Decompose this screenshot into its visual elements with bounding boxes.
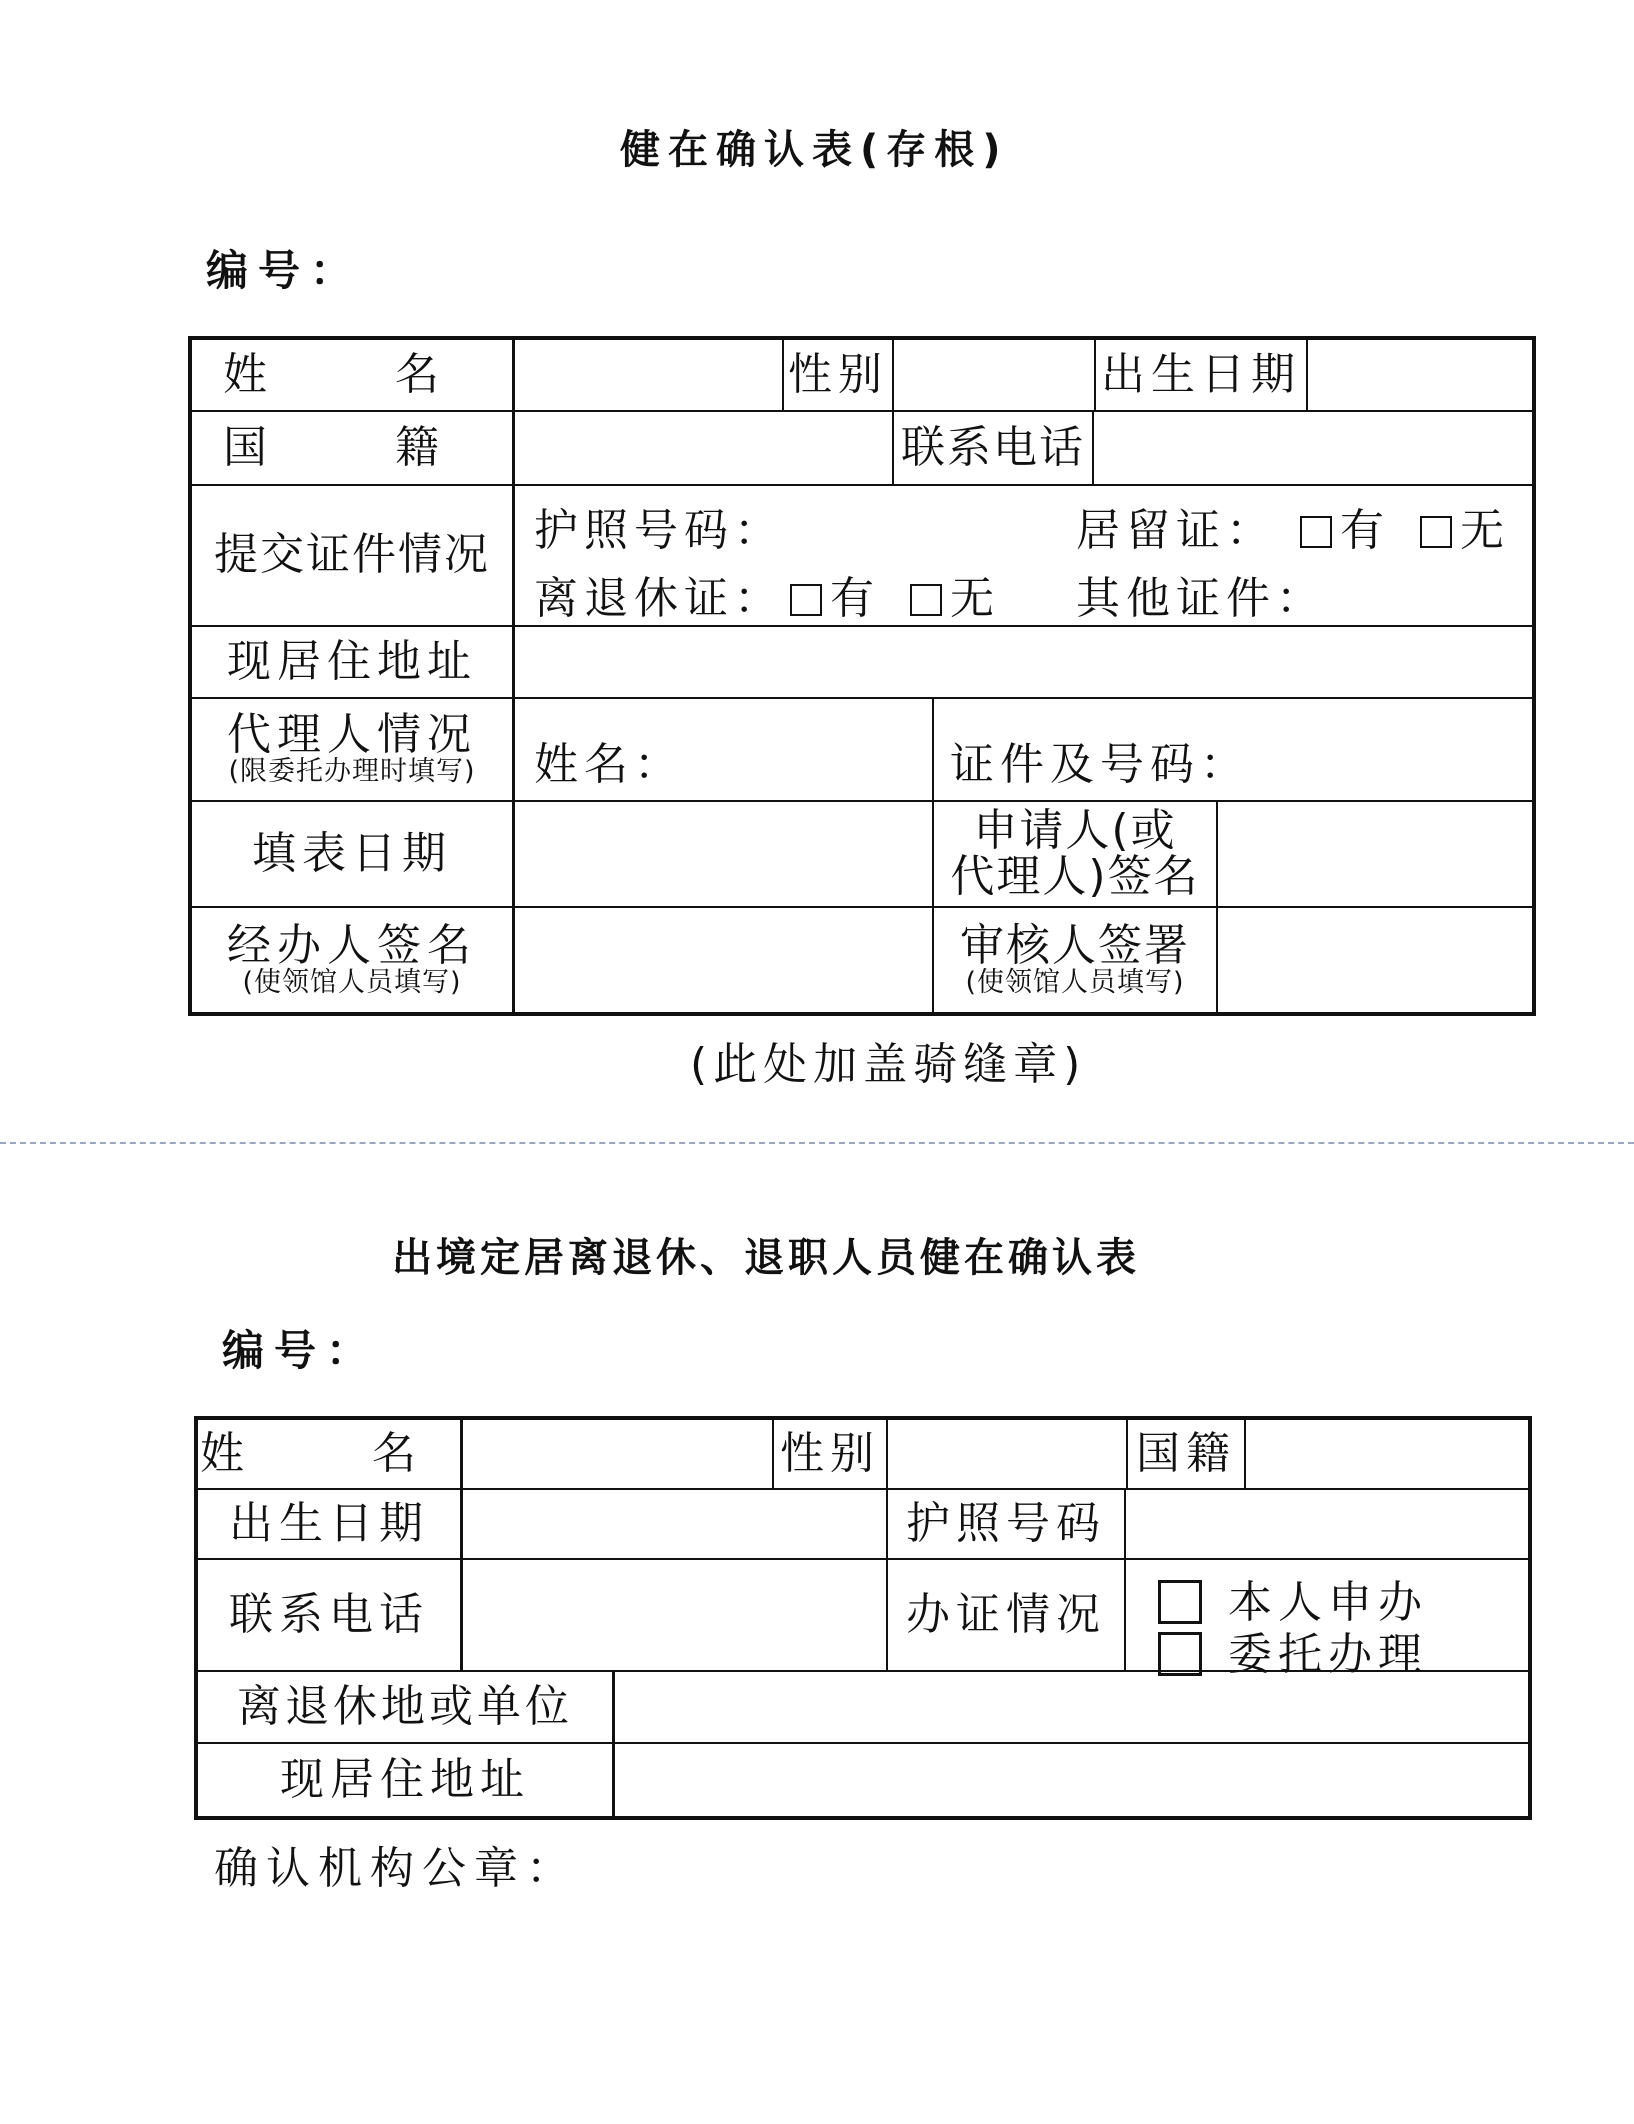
stub-handler-note: (使领馆人员填写): [242, 966, 462, 998]
form-processing-label: 办证情况: [906, 1588, 1106, 1640]
stub-reviewer-note: (使领馆人员填写): [965, 966, 1185, 998]
stub-fill-date-field[interactable]: [515, 802, 932, 906]
form-gender-field[interactable]: [888, 1420, 1126, 1488]
stub-reviewer-sign-field[interactable]: [1218, 908, 1532, 1012]
stub-handler-sign-field[interactable]: [515, 908, 932, 1012]
form-serial-label: 编号：: [222, 1326, 379, 1375]
stub-reviewer-sign-label: 审核人签署: [960, 919, 1190, 971]
form-birth-date-label: 出生日期: [229, 1497, 429, 1549]
stub-title: 健在确认表(存根): [620, 127, 1009, 173]
stub-name-field[interactable]: [515, 340, 782, 410]
stub-agent-id-label: 证件及号码：: [950, 739, 1250, 790]
stub-handler-sign-label: 经办人签名: [227, 919, 477, 971]
stub-agent-name-label: 姓名：: [534, 739, 684, 790]
stub-residence-permit-label: 居留证：: [1076, 505, 1276, 556]
form-phone-label: 联系电话: [229, 1588, 429, 1640]
stub-residence-no[interactable]: 无: [1420, 494, 1510, 558]
form-gender-label: 性别: [780, 1427, 880, 1479]
form-option-entrusted[interactable]: 委托办理: [1158, 1618, 1428, 1682]
stub-passport-no-label: 护照号码：: [534, 505, 784, 556]
form-address-field[interactable]: [615, 1744, 1528, 1816]
stub-retirement-no[interactable]: 无: [910, 562, 1000, 626]
stub-applicant-sign-label-1: 申请人(或: [973, 804, 1177, 856]
stub-applicant-sign-label-2: 代理人)签名: [950, 851, 1200, 902]
stub-gender-label: 性别: [788, 348, 888, 400]
stub-serial-label: 编号：: [206, 246, 363, 295]
form-name-field[interactable]: [463, 1420, 772, 1488]
form-birth-date-field[interactable]: [463, 1490, 886, 1558]
stub-address-label: 现居住地址: [227, 635, 477, 687]
stub-birth-date-label: 出生日期: [1101, 348, 1301, 400]
stub-phone-field[interactable]: [1094, 412, 1532, 484]
form-option-entrusted-checkbox[interactable]: [1158, 1632, 1202, 1676]
stub-fill-date-label: 填表日期: [252, 827, 452, 879]
form-name-label: 姓 名: [200, 1427, 458, 1479]
stub-agent-note: (限委托办理时填写): [228, 756, 476, 788]
form-retirement-place-label: 离退休地或单位: [237, 1680, 573, 1732]
stub-retirement-cert-label: 离退休证：: [534, 573, 784, 624]
form-address-label: 现居住地址: [280, 1753, 530, 1805]
stub-applicant-sign-label-cell: [934, 802, 1216, 906]
stub-retirement-yes-checkbox[interactable]: [790, 584, 822, 616]
stub-seal-note: (此处加盖骑缝章): [690, 1039, 1087, 1090]
stub-handler-label-cell: [192, 908, 512, 1012]
tear-line: [0, 1142, 1634, 1144]
stub-applicant-sign-field[interactable]: [1218, 802, 1532, 906]
stub-agent-label-cell: [192, 699, 512, 800]
form-nationality-label: 国籍: [1136, 1427, 1236, 1479]
stub-gender-field[interactable]: [894, 340, 1094, 410]
stub-reviewer-label-cell: [934, 908, 1216, 1012]
form-seal-label: 确认机构公章：: [214, 1843, 578, 1894]
form-passport-no-label: 护照号码: [906, 1497, 1106, 1549]
form-retirement-place-field[interactable]: [615, 1672, 1528, 1742]
stub-documents-label: 提交证件情况: [214, 529, 490, 581]
stub-name-label: 姓 名: [223, 348, 481, 400]
stub-retirement-yes[interactable]: 有: [790, 562, 880, 626]
form-passport-no-field[interactable]: [1126, 1490, 1528, 1558]
form-phone-field[interactable]: [463, 1560, 886, 1670]
form-option-self[interactable]: 本人申办: [1158, 1566, 1428, 1630]
form-nationality-field[interactable]: [1246, 1420, 1528, 1488]
form-title: 出境定居离退休、退职人员健在确认表: [392, 1235, 1140, 1281]
stub-birth-date-field[interactable]: [1308, 340, 1532, 410]
stub-nationality-label: 国 籍: [223, 421, 481, 473]
stub-other-docs-label: 其他证件：: [1076, 573, 1326, 624]
stub-residence-no-checkbox[interactable]: [1420, 516, 1452, 548]
stub-nationality-field[interactable]: [515, 412, 892, 484]
stub-address-field[interactable]: [515, 627, 1532, 697]
stub-residence-yes-checkbox[interactable]: [1300, 516, 1332, 548]
stub-retirement-no-checkbox[interactable]: [910, 584, 942, 616]
stub-phone-label: 联系电话: [901, 421, 1085, 473]
stub-agent-label: 代理人情况: [227, 709, 477, 761]
stub-residence-yes[interactable]: 有: [1300, 494, 1390, 558]
